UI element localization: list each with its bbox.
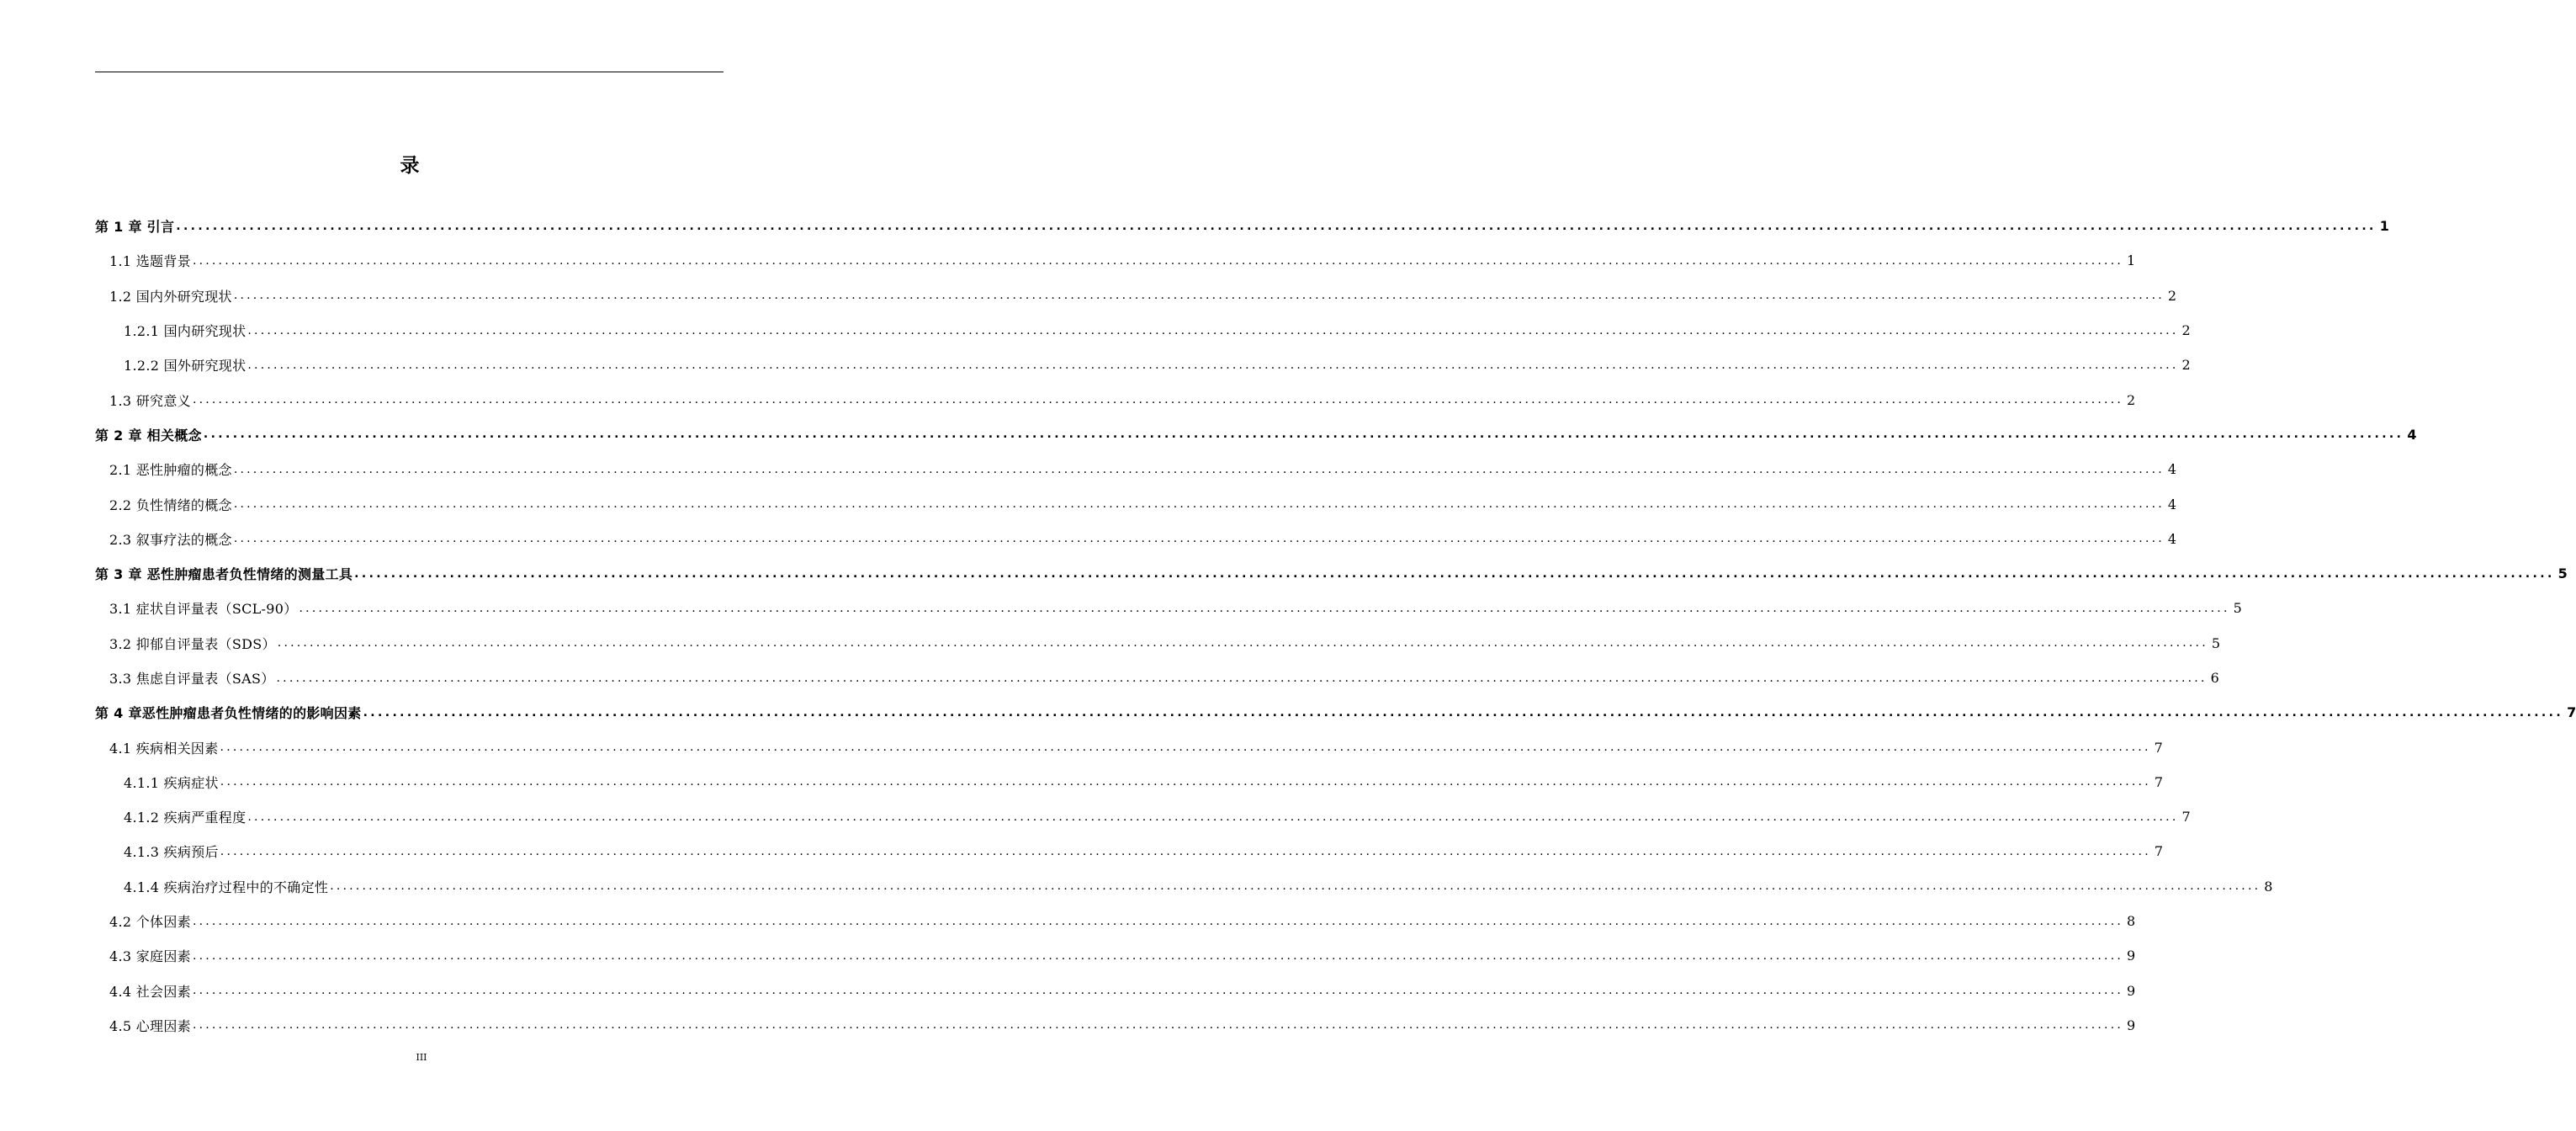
- toc-dot-leader: ............................................................................................................................................................................................................................................................................................................: [233, 497, 2165, 512]
- toc-entry[interactable]: [95, 486, 2177, 521]
- toc-entry-label: 3.3 焦虑自评量表（SAS）: [109, 671, 275, 687]
- toc-dot-leader: ............................................................................................................................................................................................................................................................................................................: [220, 741, 2151, 755]
- toc-entry-label: 2.2 负性情绪的概念: [109, 496, 232, 513]
- toc-entry-page: 7: [2154, 739, 2163, 756]
- toc-dot-leader: ............................................................................................................................................................................................................................................................................................................: [203, 427, 2404, 442]
- toc-entry[interactable]: [95, 417, 2417, 452]
- toc-dot-leader: ............................................................................................................................................................................................................................................................................................................: [247, 810, 2179, 824]
- toc-entry-page: 9: [2127, 948, 2136, 964]
- toc-entry-page: 4: [2167, 530, 2177, 547]
- toc-entry[interactable]: [95, 279, 2177, 313]
- toc-entry-label: 4.2 个体因素: [109, 914, 191, 931]
- toc-entry-page: 7: [2181, 809, 2191, 826]
- toc-dot-leader: ............................................................................................................................................................................................................................................................................................................: [192, 1018, 2123, 1033]
- toc-entry[interactable]: [95, 522, 2177, 556]
- toc-entry[interactable]: [95, 313, 2191, 348]
- toc-dot-leader: ............................................................................................................................................................................................................................................................................................................: [220, 844, 2151, 858]
- page-number-footer: III: [416, 1052, 427, 1063]
- toc-dot-leader: ............................................................................................................................................................................................................................................................................................................: [192, 948, 2123, 963]
- toc-entry-label: 1.3 研究意义: [109, 392, 191, 409]
- toc-entry[interactable]: [95, 452, 2177, 486]
- toc-dot-leader: ............................................................................................................................................................................................................................................................................................................: [277, 636, 2208, 650]
- toc-entry-label: 4.4 社会因素: [109, 983, 191, 1000]
- toc-dot-leader: ............................................................................................................................................................................................................................................................................................................: [192, 984, 2123, 998]
- toc-entry-label: 4.1.4 疾病治疗过程中的不确定性: [124, 879, 329, 895]
- toc-entry-label: 1.2.1 国内研究现状: [124, 323, 246, 340]
- toc-dot-leader: ............................................................................................................................................................................................................................................................................................................: [247, 323, 2179, 337]
- toc-dot-leader: ............................................................................................................................................................................................................................................................................................................: [299, 601, 2230, 615]
- toc-entry-label: 2.3 叙事疗法的概念: [109, 531, 232, 548]
- toc-entry[interactable]: [95, 1008, 2136, 1043]
- toc-entry-page: 2: [2167, 287, 2177, 304]
- toc-entry[interactable]: [95, 938, 2136, 973]
- toc-entry-page: 8: [2127, 913, 2136, 930]
- toc-entry-page: 7: [2567, 704, 2576, 721]
- toc-entry[interactable]: [95, 974, 2136, 1008]
- toc-entry-page: 6: [2210, 670, 2219, 686]
- toc-entry-label: 第 4 章恶性肿瘤患者负性情绪的的影响因素: [95, 705, 362, 722]
- toc-dot-leader: ............................................................................................................................................................................................................................................................................................................: [354, 566, 2555, 581]
- toc-entry[interactable]: [95, 556, 2568, 591]
- toc-entry-label: 第 1 章 引言: [95, 219, 175, 236]
- toc-entry-page: 7: [2154, 773, 2164, 790]
- toc-entry-label: 4.1 疾病相关因素: [109, 740, 219, 757]
- toc-entry[interactable]: [95, 591, 2242, 625]
- toc-entry-label: 第 3 章 恶性肿瘤患者负性情绪的测量工具: [95, 566, 353, 583]
- toc-dot-leader: ............................................................................................................................................................................................................................................................................................................: [176, 219, 2377, 233]
- toc-entry[interactable]: [95, 661, 2219, 695]
- toc-entry[interactable]: [95, 869, 2273, 904]
- toc-entry-label: 2.1 恶性肿瘤的概念: [109, 462, 232, 479]
- toc-entry[interactable]: [95, 382, 2136, 417]
- toc-entry-page: 2: [2181, 357, 2191, 374]
- toc-dot-leader: ............................................................................................................................................................................................................................................................................................................: [233, 289, 2165, 303]
- toc-dot-leader: ............................................................................................................................................................................................................................................................................................................: [233, 462, 2165, 476]
- toc-dot-leader: ............................................................................................................................................................................................................................................................................................................: [247, 358, 2179, 372]
- toc-entry-page: 2: [2181, 322, 2191, 339]
- toc-dot-leader: ............................................................................................................................................................................................................................................................................................................: [192, 914, 2123, 928]
- toc-entry[interactable]: [95, 904, 2136, 938]
- toc-entry-page: 5: [2557, 566, 2568, 582]
- toc-entry-page: 4: [2167, 461, 2177, 478]
- toc-entry-label: 1.2.2 国外研究现状: [124, 358, 246, 374]
- toc-entry[interactable]: [95, 348, 2191, 382]
- toc-entry[interactable]: [95, 834, 2164, 868]
- toc-entry-label: 4.1.2 疾病严重程度: [124, 810, 246, 826]
- toc-dot-leader: ............................................................................................................................................................................................................................................................................................................: [220, 775, 2151, 789]
- toc-entry-label: 4.5 心理因素: [109, 1017, 191, 1034]
- toc-entry-page: 5: [2233, 600, 2242, 617]
- toc-entry-page: 1: [2127, 252, 2136, 269]
- toc-entry-page: 5: [2211, 635, 2221, 651]
- toc-entry-page: 9: [2127, 982, 2136, 999]
- page-title: 录: [400, 155, 420, 177]
- toc-entry-label: 3.2 抑郁自评量表（SDS）: [109, 635, 276, 652]
- toc-entry[interactable]: [95, 765, 2164, 799]
- toc-entry-page: 4: [2407, 426, 2417, 443]
- toc-entry[interactable]: [95, 730, 2163, 764]
- toc-dot-leader: ............................................................................................................................................................................................................................................................................................................: [233, 532, 2165, 546]
- toc-entry-label: 1.1 选题背景: [109, 253, 191, 270]
- toc-dot-leader: ............................................................................................................................................................................................................................................................................................................: [192, 393, 2123, 407]
- toc-entry[interactable]: [95, 243, 2136, 278]
- toc-entry-page: 4: [2167, 496, 2177, 512]
- toc-dot-leader: ............................................................................................................................................................................................................................................................................................................: [192, 253, 2123, 268]
- toc-entry-page: 2: [2127, 391, 2136, 408]
- toc-entry[interactable]: [95, 695, 2576, 730]
- toc-entry[interactable]: [95, 209, 2389, 243]
- toc-entry-label: 4.3 家庭因素: [109, 948, 191, 965]
- toc-dot-leader: ............................................................................................................................................................................................................................................................................................................: [363, 705, 2564, 719]
- toc-dot-leader: ............................................................................................................................................................................................................................................................................................................: [276, 671, 2208, 685]
- toc-dot-leader: ............................................................................................................................................................................................................................................................................................................: [330, 879, 2261, 894]
- toc-entry-label: 第 2 章 相关概念: [95, 427, 202, 443]
- toc-entry-page: 1: [2379, 218, 2389, 235]
- toc-entry-label: 1.2 国内外研究现状: [109, 288, 232, 305]
- table-of-contents: [95, 209, 2576, 1043]
- toc-entry[interactable]: [95, 799, 2191, 834]
- toc-entry-label: 4.1.3 疾病预后: [124, 844, 219, 861]
- toc-entry-label: 3.1 症状自评量表（SCL-90）: [109, 601, 298, 618]
- toc-entry-page: 8: [2264, 878, 2273, 895]
- toc-entry[interactable]: [95, 626, 2221, 661]
- toc-entry-page: 9: [2127, 1017, 2136, 1033]
- toc-entry-label: 4.1.1 疾病症状: [124, 774, 219, 791]
- toc-entry-page: 7: [2154, 843, 2164, 860]
